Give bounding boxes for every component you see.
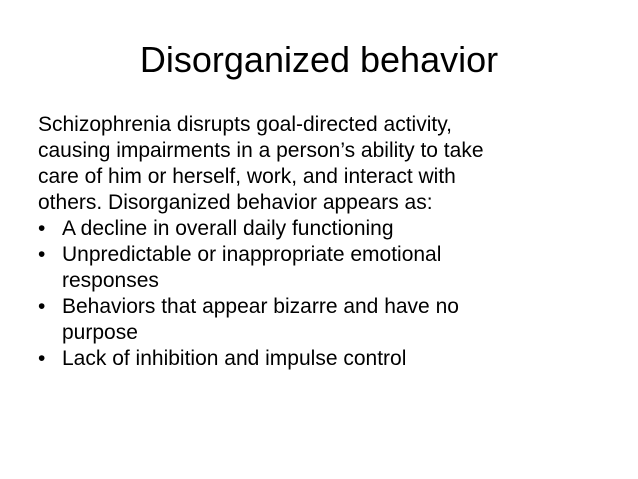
bullet-text: purpose (62, 321, 138, 344)
bullet-item (38, 216, 598, 242)
intro-line: others. Disorganized behavior appears as: (38, 191, 433, 214)
bullet-text: A decline in overall daily functioning (62, 217, 394, 240)
intro-paragraph (38, 112, 598, 216)
bullet-icon: • (38, 347, 46, 370)
bullet-text: Unpredictable or inappropriate emotional (62, 243, 442, 266)
bullet-icon: • (38, 243, 46, 266)
slide-title: Disorganized behavior (139, 39, 499, 80)
bullet-list (38, 216, 598, 372)
intro-line: causing impairments in a person’s ability to take (38, 139, 484, 162)
bullet-text: responses (62, 269, 159, 292)
bullet-icon: • (38, 295, 46, 318)
slide-body (38, 112, 598, 372)
bullet-item (38, 242, 598, 294)
bullet-text: Behaviors that appear bizarre and have no (62, 295, 459, 318)
bullet-item (38, 294, 598, 346)
intro-line: Schizophrenia disrupts goal-directed activity, (38, 113, 452, 136)
bullet-text: Lack of inhibition and impulse control (62, 347, 407, 370)
bullet-icon: • (38, 217, 46, 240)
intro-line: care of him or herself, work, and interact with (38, 165, 456, 188)
bullet-item (38, 346, 598, 372)
